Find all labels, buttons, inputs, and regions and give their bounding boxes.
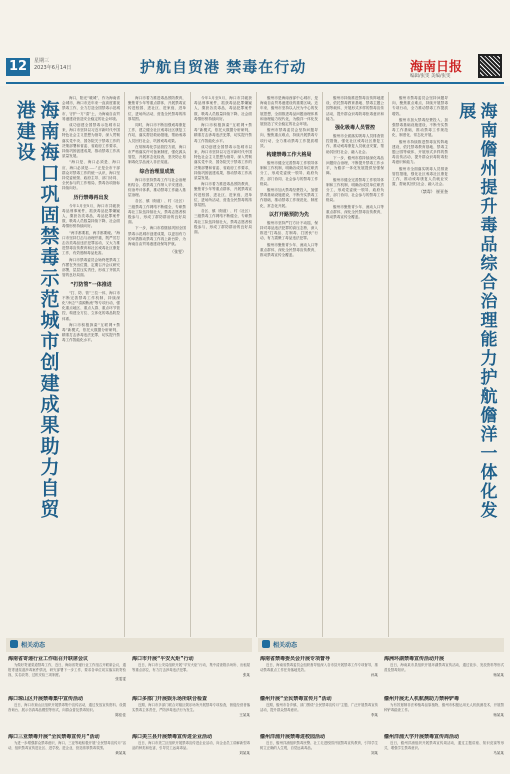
related-news-label-left: 相关动态 [10,640,45,649]
paragraph: 儋州市健全完善禁毒工作领导体制和工作机制，明确各成员单位职责分工，形成党委统一领导、政府负责、部门协同、社会参与的禁毒工作格局。 [260,161,318,186]
brief-body: 近期，海口市多部门联合对辖区娱乐场所开展禁毒专项检查，督促经营者落实禁毒主体责任，严防涉毒违法行为发生。 [132,703,250,712]
paragraph: 海口市着力推进毒品预防教育，聚焦青少年等重点群体，开展禁毒宣传进校园、进社区、进家庭、进单位、进场所活动，营造全民禁毒的浓厚氛围。 [128,96,186,121]
brief-item [132,696,250,732]
brief-source: 李某 [370,712,378,717]
brief-title: 海南省寄递行业工作组召开联席会议 [8,656,89,662]
date: 2023年6月14日 [34,65,72,71]
paragraph: 儋州市加大禁毒经费投入，加强禁毒基础设施建设，不断夯实禁毒工作基础，推动禁毒工作规范化、制度化、常态化开展。 [260,188,318,208]
brief-title: 海南省禁毒委员会开展专项督导 [260,656,331,662]
right-feature-column-2 [326,96,384,636]
brief-body: 近日，海南某市县组织开展环湖禁毒宣传活动，通过徒步、发放资料等形式普及禁毒知识。 [384,663,504,672]
brief-body: 近日，儋州洋浦组织禁毒民警、社工走进校园开展禁毒宣传教育，引导学生树立正确的人生观，自觉远离毒品。 [260,741,378,750]
date-block [34,58,71,72]
paragraph: 海口市着力推进毒品预防教育，聚焦青少年等重点群体，开展禁毒宣传进校园、进社区、进家庭、进单位、进场所活动，营造全民禁毒的浓厚氛围。 [194,182,252,208]
paragraph: 各区、镇（街道）、村（社区）三级禁毒工作网络不断健全，专职禁毒社工队伍持续壮大，禁毒志愿者积极参与，形成了群防群治的良好局面。 [128,199,186,225]
brief-body: 为进一步增强群众禁毒意识，海口、三亚等地积极开展“全民禁毒宣传月”活动，组织禁毒宣传进社区、进学校、进企业，营造浓厚禁毒氛围。 [8,741,126,750]
paragraph: 成功创建全国禁毒示范城市以来，海口市坚持以习近平新时代中国特色社会主义思想为指导，深入贯彻落实党中央、国务院关于禁毒工作的决策部署和省委、省政府工作要求，持续巩固创建成果，推动禁毒工作高质量发展。 [194,144,252,181]
brief-item [8,696,126,732]
paragraph: 儋州市聚焦青少年、流动人口等重点群体，深化全民禁毒宣传教育，推动禁毒宣传全覆盖。 [326,204,384,220]
subhead: 综合治理显成效 [139,168,175,175]
left-feature-column-1 [62,96,120,636]
brief-title: 海口美兰县开展禁毒宣传进企业活动 [132,734,213,740]
brief-title: 海口三亚禁毒开展“全民禁毒宣传月”活动 [8,734,100,740]
related-news-label-right: 相关动态 [262,640,297,649]
brief-item [8,734,126,772]
brief-title: 儋州洋浦开展禁毒进校园活动 [260,734,326,740]
paragraph: 今年1月至5月，海口市共破获毒品刑事案件，抓获毒品犯罪嫌疑人，缴获各类毒品，毒品犯罪案件数、吸毒人员数量持续下降，社会面毒情形势持续向好。 [194,96,252,121]
brief-source: 马某某 [493,750,504,755]
paragraph: 儋州市聚焦青少年、流动人口等重点群体，深化全民禁毒宣传教育，推动禁毒宣传全覆盖。 [260,242,318,258]
subhead: 强化吸毒人员管控 [334,125,375,132]
column-divider [256,92,257,637]
column-divider [388,92,389,637]
brief-source: 陈佳佳 [115,712,126,717]
left-feature-headline: 海南海口巩固禁毒示范城市创建成果助力自贸港建设 [13,100,60,520]
brief-item [132,656,250,694]
brief-source: 张某 [242,672,250,677]
brief-source: 刘某某 [239,750,250,755]
paragraph: “两手都要抓，两手都要硬。”海口市坚持打击与治理并重，既严厉打击各类毒品违法犯罪活动，又大力推进禁毒宣传教育和社区戒毒社区康复工作，有效遏制毒品危害。 [62,230,120,256]
brief-body: 近日，海口市公安局组织开展“平安火炬”行动，集中清查娱乐场所、出租屋等重点部位，有力打击涉毒违法犯罪。 [132,663,250,672]
brief-source: 孙某 [370,672,378,677]
news-icon [10,640,18,648]
paragraph: 成功创建全国禁毒示范城市以来，海口市坚持以习近平新时代中国特色社会主义思想为指导，深入贯彻落实党中央、国务院关于禁毒工作的决策部署和省委、省政府工作要求，持续巩固创建成果，推动禁毒工作高质量发展。 [62,123,120,159]
paragraph: 下一步，海口市将继续巩固全国禁毒示范城市创建成果，以更加有力的举措推动禁毒工作再上新台阶，为海南自由贸易港建设保驾护航。 [128,226,186,247]
paragraph: 同时，海口市不断加强戒毒康复工作，建立健全社区戒毒社区康复工作站，落实帮扶救助措施，帮助戒毒人员回归社会，巩固戒毒成果。 [128,123,186,143]
brief-item [384,656,504,694]
left-feature-column-2 [128,96,186,636]
paragraph: 在易制毒化学品管控方面，海口市严格落实许可备案制度，强化源头管控，开展常态化检查，坚决防止易制毒化学品流入非法渠道。 [128,144,186,165]
brief-body: 近日，儋州洋浦组织开展禁毒宣传周活动，通过主题讲座、知识竞赛等形式，增强学生禁毒意识。 [384,741,504,750]
brief-body: 近日，海南省禁毒委员会组织督导组深入各市县开展禁毒工作专项督导，推动禁毒重点工作任务落地见效。 [260,663,378,672]
paragraph: 儋州市禁毒委员会坚持问题导向，聚焦重点难点，持续开展禁毒专项行动，全力推动禁毒工作提质增效。 [392,96,448,116]
brief-title: 海口市开展“平安火炬”行动 [132,656,194,662]
paragraph: 今年1月至5月，海口市共破获毒品刑事案件，抓获毒品犯罪嫌疑人，缴获各类毒品，毒品犯罪案件数、吸毒人员数量持续下降，社会面毒情形势持续向好。 [62,203,120,229]
editor-line: 编辑/张雯 美编/张雯 [410,74,451,79]
brief-title: 海口琼山区开展禁毒集中宣传活动 [8,696,84,702]
page-number: 12 [6,58,30,76]
news-icon [262,640,270,648]
subhead: “打防管”一体推进 [70,281,112,288]
paragraph: 儋州市加大禁毒经费投入，加强禁毒基础设施建设，不断夯实禁毒工作基础，推动禁毒工作规范化、制度化、常态化开展。 [392,117,448,138]
paragraph: 海口市积极探索“互联网+禁毒”新模式，依托大数据分析研判，精准打击涉毒违法犯罪，切实提升禁毒工作智能化水平。 [62,322,120,343]
paragraph: 海口市坚持禁毒工作与社会治理相结合，将禁毒工作纳入平安建设、综治考评体系，推动禁毒工作融入基层治理。 [128,177,186,198]
byline: （张雯） [170,249,186,255]
brief-body: 近期，儋州市各乡镇、部门围绕“全民禁毒宣传月”主题，广泛开展禁毒宣传活动，提升群众禁毒意识。 [260,703,378,712]
brief-body: 为有效遏制非法种植毒品原植物，儋州市积极运用无人机航测技术，开展禁种铲毒踏查工作。 [384,703,504,712]
masthead-rule [6,82,504,84]
brief-title: 儋州洋浦大学开展禁毒宣传周活动 [384,734,460,740]
right-feature-column-1 [260,96,318,636]
paragraph: “海口是、海口必须是、海口应、海口必须是……”正是全市干部群众对禁毒工作的统一认识，海口坚持党委统领、政府主导、部门协同、全民参与的工作格局，禁毒各项指标持续向好。 [62,160,120,191]
brief-source: 杨某某 [493,712,504,717]
right-feature-headline: 海南儋州提升毒品综合治理能力护航儋洋一体化发展 [455,102,497,520]
brief-source: 刘某 [370,750,378,755]
paragraph: 海口市积极探索“互联网+禁毒”新模式，依托大数据分析研判，精准打击涉毒违法犯罪，切实提升禁毒工作智能化水平。 [194,123,252,143]
paragraph: 儋州市持续推进禁毒宣传阵地建设，依托禁毒教育基地、禁毒主题公园等载体，开展形式多样的禁毒宣传活动，提升群众识毒防毒拒毒意识和能力。 [326,96,384,121]
brief-source: 黄某某 [115,750,126,755]
paragraph: 海口市禁毒委员会始终把禁毒工作摆在突出位置，定期召开会议研究部署，层层压实责任，形成了齐抓共管的良好局面。 [62,257,120,278]
paper-name: 海南日报 [410,60,463,75]
paragraph: 儋州市全面落实吸毒人员排查管控措施，强化社区戒毒社区康复工作，推动戒毒康复人员就业安置，帮助其回归社会、融入社会。 [392,166,448,187]
weekday: 星期三 [34,58,50,64]
brief-source: 王某某 [239,712,250,717]
brief-item [132,734,250,772]
brief-title: 儋州开展无人机航测助力禁种铲毒 [384,696,460,702]
paragraph: 儋州市全面落实吸毒人员排查管控措施，强化社区戒毒社区康复工作，推动戒毒康复人员就业安置，帮助其回归社会、融入社会。 [326,134,384,154]
brief-body: 近日，海口市琼山区组织开展禁毒集中宣传活动，通过发放宣传资料、设置咨询台、展示仿真毒品模型等形式，向群众普及禁毒知识。 [8,703,126,712]
brief-item [8,656,126,694]
brief-title: 海洲环湖禁毒宣传活动开展 [384,656,445,662]
brief-item [384,734,504,772]
brief-title: 儋州开展“全民禁毒宣传月”活动 [260,696,332,702]
paragraph: 儋州市坚持严打方针不动摇，保持对毒品违法犯罪的高压态势，深入推进“打毒品、打制毒、打团伙”行动，有力震慑了毒品违法犯罪。 [260,220,318,241]
paragraph: 儋州市持续推进禁毒宣传阵地建设，依托禁毒教育基地、禁毒主题公园等载体，开展形式多样的禁毒宣传活动，提升群众识毒防毒拒毒意识和能力。 [392,139,448,165]
brief-title: 海口多部门开展娱乐场所联合检查 [132,696,208,702]
brief-item [260,656,378,694]
left-feature-column-3 [194,96,252,636]
paragraph: “打、防、管”三位一体，海口市不断完善禁毒工作机制，持续深化“净边”“清源断流”等专项行动，强化重点地区、重点人群、重点环节管控，构建全方位、立体化的毒品防控体系。 [62,290,120,321]
subhead: 构建禁毒工作大格局 [266,152,312,159]
brief-source: 张雯雯 [115,677,126,682]
brief-item [260,696,378,732]
paragraph: 下一步，儋州市将持续深化毒品问题综合治理，不断提升禁毒工作水平，为儋洋一体化发展提供坚强保障。 [326,155,384,176]
masthead [0,0,510,86]
column-divider [190,92,191,637]
subhead: 以打开路预防为先 [268,211,309,218]
brief-item [384,696,504,732]
column-divider [322,92,323,637]
paragraph: 儋州市禁毒委员会坚持问题导向，聚焦重点难点，持续开展禁毒专项行动，全力推动禁毒工作提质增效。 [260,128,318,148]
brief-item [260,734,378,772]
byline: （禁毒） 崔亚奎 [418,189,448,195]
column-divider [124,92,125,637]
paragraph: 海口，阳光“暖城”，作为海南省会城市，海口市近年来一直高度重视禁毒工作，全力打造全国禁毒示范城市，守护一方“清”土，为海南自由贸易港建设营造安全稳定的社会环境。 [62,96,120,121]
paragraph: 各区、镇（街道）、村（社区）三级禁毒工作网络不断健全，专职禁毒社工队伍持续壮大，禁毒志愿者积极参与，形成了群防群治的良好局面。 [194,209,252,235]
paragraph: 儋州市是海南西部中心城市，是海南自由贸易港建设的重要区域。近年来，儋州市坚持以人民为中心的发展思想，全面推进毒品问题治理体系和治理能力现代化，为儋洋一体化发展营造了安全稳定的社会环境。 [260,96,318,127]
section-title: 护航自贸港 禁毒在行动 [140,58,307,76]
qr-code-icon [478,54,502,78]
paragraph: 儋州市健全完善禁毒工作领导体制和工作机制，明确各成员单位职责分工，形成党委统一领导、政府负责、部门协同、社会参与的禁毒工作格局。 [326,177,384,203]
subhead: 历行禁毒再出发 [73,194,109,201]
brief-source: 杨某某 [493,672,504,677]
brief-body: 近日，海口市美兰区组织开展禁毒宣传进企业活动，向企业员工讲解新型毒品的种类和危害，引导员工远离毒品。 [132,741,250,750]
right-feature-column-3 [392,96,448,636]
brief-body: 为做好寄递渠道禁毒工作，近日，海南省寄递行业工作组召开联席会议，通报寄递渠道涉毒案件情况，研究部署下一步工作，要求各单位切实落实收寄验视、实名收寄、过机安检三项制度。 [8,663,126,677]
